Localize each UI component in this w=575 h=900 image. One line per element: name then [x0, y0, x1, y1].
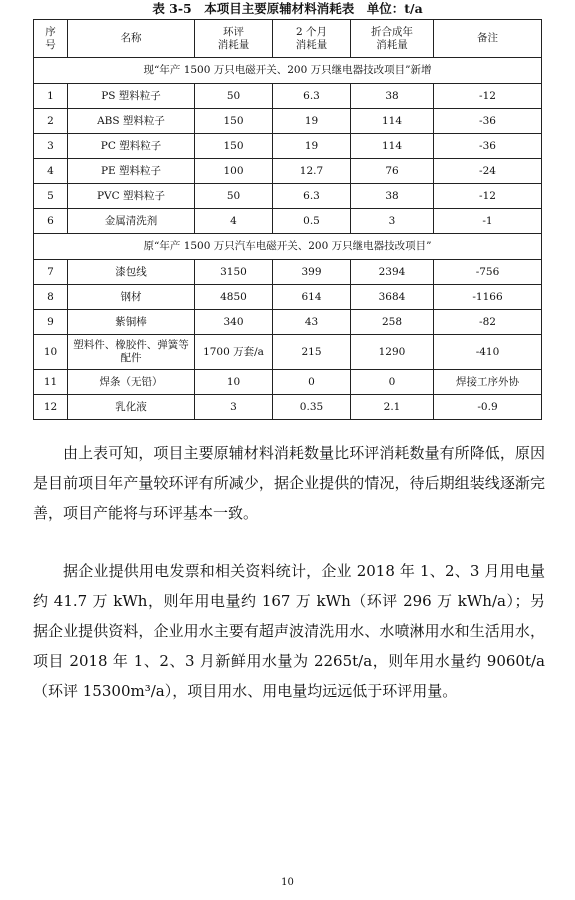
row-two-month: 6.3	[273, 184, 351, 209]
row-seq: 11	[34, 370, 68, 395]
row-name: ABS 塑料粒子	[68, 109, 195, 134]
table-row	[34, 159, 542, 184]
row-two-month: 215	[273, 335, 351, 370]
header-annual-consumption: 折合成年 消耗量	[351, 20, 434, 58]
table-row	[34, 335, 542, 370]
row-annual: 38	[351, 184, 434, 209]
row-annual: 76	[351, 159, 434, 184]
table-row	[34, 134, 542, 159]
row-seq: 2	[34, 109, 68, 134]
row-note: -756	[434, 260, 542, 285]
row-annual: 1290	[351, 335, 434, 370]
table-header-row	[34, 20, 542, 58]
row-two-month: 0.5	[273, 209, 351, 234]
row-note: -82	[434, 310, 542, 335]
row-annual: 3	[351, 209, 434, 234]
row-eia: 1700 万套/a	[195, 335, 273, 370]
row-two-month: 19	[273, 134, 351, 159]
row-seq: 8	[34, 285, 68, 310]
row-seq: 7	[34, 260, 68, 285]
row-seq: 4	[34, 159, 68, 184]
row-note: -24	[434, 159, 542, 184]
table-row	[34, 209, 542, 234]
table-row	[34, 310, 542, 335]
table-row	[34, 395, 542, 420]
row-two-month: 0	[273, 370, 351, 395]
row-seq: 12	[34, 395, 68, 420]
row-two-month: 12.7	[273, 159, 351, 184]
row-two-month: 19	[273, 109, 351, 134]
paragraph-2: 据企业提供用电发票和相关资料统计，企业 2018 年 1、2、3 月用电量约 41.7 万 kWh，则年用电量约 167 万 kWh（环评 296 万 kWh/a）；另据企业提供资料，企业用水主要有超声波清洗用水、水喷淋用水和生活用水，项目 2018 年 1、2、3 月新鲜用水量为 2265t/a，则年用水量约 9060t/a（环评 15300m³/a），项目用水、用电量均远远低于环评用量。	[33, 562, 545, 700]
row-eia: 4850	[195, 285, 273, 310]
header-note: 备注	[434, 20, 542, 58]
row-note: -1166	[434, 285, 542, 310]
row-two-month: 43	[273, 310, 351, 335]
row-note: -410	[434, 335, 542, 370]
page-number: 10	[281, 877, 294, 888]
row-two-month: 614	[273, 285, 351, 310]
row-eia: 50	[195, 184, 273, 209]
row-name: PVC 塑料粒子	[68, 184, 195, 209]
row-eia: 50	[195, 84, 273, 109]
row-eia: 10	[195, 370, 273, 395]
header-name: 名称	[68, 20, 195, 58]
row-note: 焊接工序外协	[434, 370, 542, 395]
header-seq: 序 号	[34, 20, 68, 58]
section-title-row	[34, 58, 542, 84]
row-two-month: 6.3	[273, 84, 351, 109]
row-seq: 5	[34, 184, 68, 209]
row-annual: 258	[351, 310, 434, 335]
row-two-month: 0.35	[273, 395, 351, 420]
row-eia: 3150	[195, 260, 273, 285]
row-note: -0.9	[434, 395, 542, 420]
row-seq: 6	[34, 209, 68, 234]
row-name: 金属清洗剂	[68, 209, 195, 234]
row-eia: 150	[195, 109, 273, 134]
table-row	[34, 109, 542, 134]
row-two-month: 399	[273, 260, 351, 285]
row-note: -12	[434, 84, 542, 109]
row-seq: 1	[34, 84, 68, 109]
row-eia: 3	[195, 395, 273, 420]
row-name: PE 塑料粒子	[68, 159, 195, 184]
row-name: 乳化液	[68, 395, 195, 420]
table-row	[34, 84, 542, 109]
row-name: 焊条（无铅）	[68, 370, 195, 395]
row-seq: 3	[34, 134, 68, 159]
row-name: PS 塑料粒子	[68, 84, 195, 109]
row-seq: 10	[34, 335, 68, 370]
row-annual: 2.1	[351, 395, 434, 420]
row-annual: 38	[351, 84, 434, 109]
row-seq: 9	[34, 310, 68, 335]
row-annual: 3684	[351, 285, 434, 310]
row-annual: 2394	[351, 260, 434, 285]
section-title: 现“年产 1500 万只电磁开关、200 万只继电器技改项目”新增	[34, 58, 542, 84]
row-eia: 340	[195, 310, 273, 335]
row-note: -12	[434, 184, 542, 209]
row-annual: 114	[351, 134, 434, 159]
row-note: -1	[434, 209, 542, 234]
row-eia: 100	[195, 159, 273, 184]
row-name: 紫铜棒	[68, 310, 195, 335]
row-note: -36	[434, 109, 542, 134]
row-name: 漆包线	[68, 260, 195, 285]
row-name: 钢材	[68, 285, 195, 310]
table-row	[34, 370, 542, 395]
header-eia-consumption: 环评 消耗量	[195, 20, 273, 58]
row-name: 塑料件、橡胶件、弹簧等配件	[68, 335, 195, 370]
materials-table	[33, 19, 542, 420]
table-row	[34, 260, 542, 285]
row-eia: 4	[195, 209, 273, 234]
table-row	[34, 184, 542, 209]
row-name: PC 塑料粒子	[68, 134, 195, 159]
row-annual: 114	[351, 109, 434, 134]
table-row	[34, 285, 542, 310]
section-title-row	[34, 234, 542, 260]
row-note: -36	[434, 134, 542, 159]
header-two-month-consumption: 2 个月 消耗量	[273, 20, 351, 58]
table-caption: 表 3-5 本项目主要原辅材料消耗表 单位：t/a	[152, 1, 423, 16]
paragraph-1: 由上表可知，项目主要原辅材料消耗数量比环评消耗数量有所降低，原因是目前项目年产量较环评有所减少，据企业提供的情况，待后期组装线逐渐完善，项目产能将与环评基本一致。	[33, 444, 545, 522]
row-annual: 0	[351, 370, 434, 395]
row-eia: 150	[195, 134, 273, 159]
section-title: 原“年产 1500 万只汽车电磁开关、200 万只继电器技改项目”	[34, 234, 542, 260]
